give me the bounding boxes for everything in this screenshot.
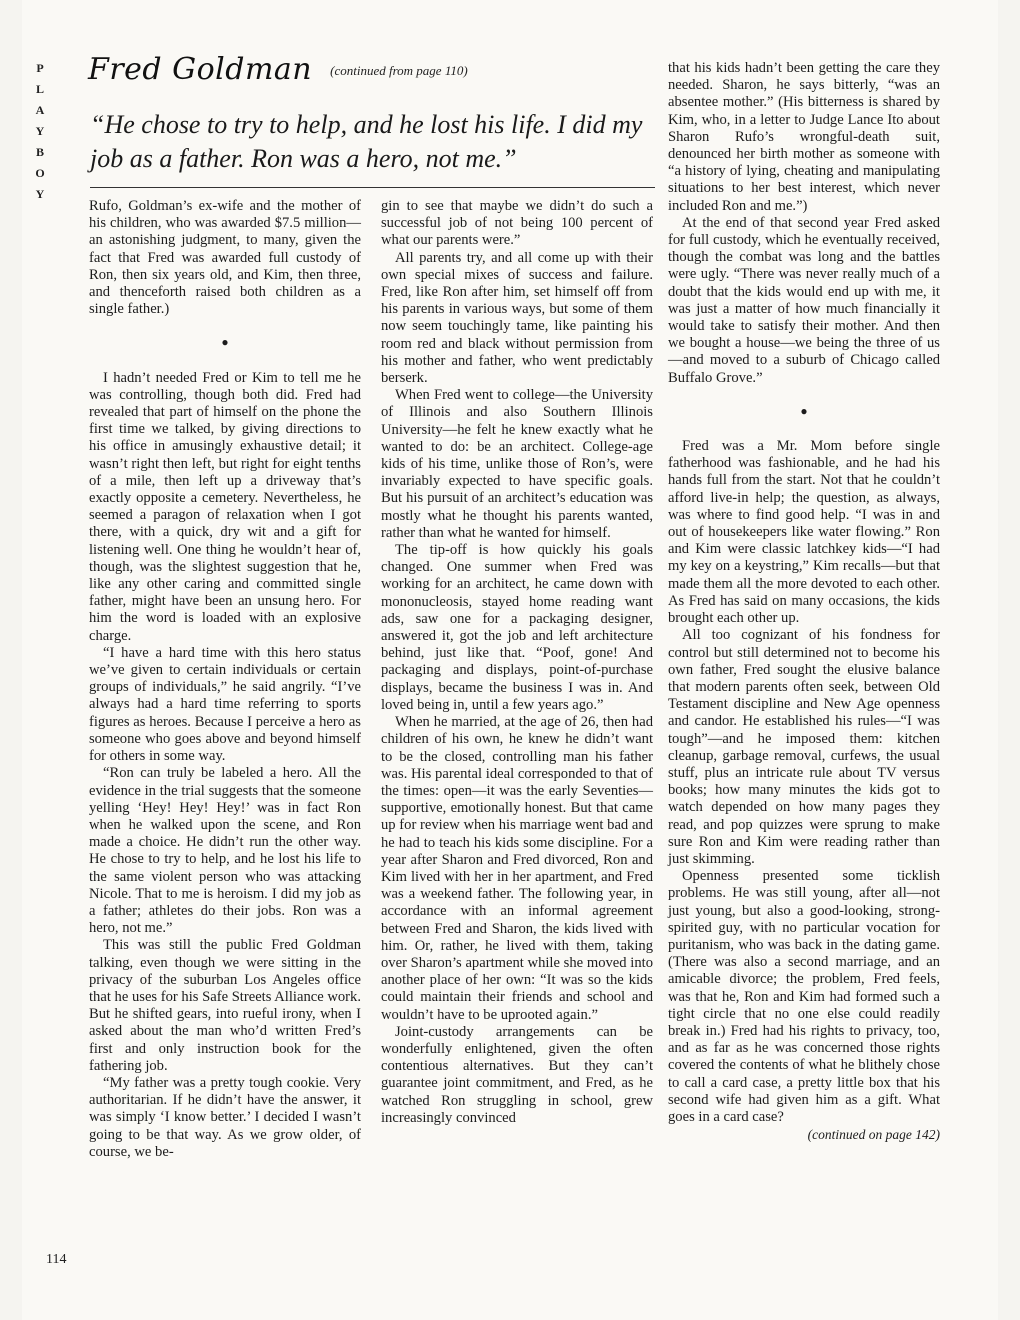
article-header (88, 52, 648, 92)
spine-letter: A (35, 103, 45, 117)
text-column-3 (668, 60, 940, 1143)
section-bullet: ● (800, 403, 808, 418)
spine-letter: B (35, 145, 44, 159)
paragraph: All parents try, and all come up with their own special mixes of success and failure. Fred, like Ron after him, set himself off from his parents in various ways, but some of them now seem touchingly tame, like painting his room red and black without permission from his mother and father, who went predictably berserk. (381, 249, 653, 387)
paragraph: Fred was a Mr. Mom before single fatherhood was fashionable, and he had his hands full from the start. Not that he couldn’t afford live-in help; the question, as always, was where to find good help. “I was in and out of housekeepers like water flowing.” Ron and Kim were classic latchkey kids—“I had my key on a keystring,” Kim recalls—but that made them all the more devoted to each other. As Fred has said on many occasions, the kids brought each other up. (668, 438, 940, 627)
paragraph: Openness presented some ticklish problems. He was still young, after all—not just young, but also a good-looking, strong-spirited guy, with no particular vocation for puritanism, who was back in the dating game. (There was also a second marriage, and an amicable divorce; the problem, Fred feels, was that he, Ron and Kim had formed such a tight circle that no one else could readily break in.) Fred had his rights to privacy, too, and as far as he was concerned those rights covered the contents of what he blithely chose to call a card case, a pretty little box that his second wife had given him as a gift. What goes in a card case? (668, 868, 940, 1125)
spine-letter: L (35, 82, 44, 96)
spine-letter: Y (35, 124, 45, 138)
page-number: 114 (46, 1252, 67, 1267)
section-bullet: ● (221, 335, 229, 350)
paragraph: Joint-custody arrangements can be wonderfully enlightened, given the often contentious alternatives. But they can’t guarantee joint commitment, and Fred, as he watched Ron struggling in school, grew increasingly convinced (381, 1023, 653, 1126)
paragraph: Rufo, Goldman’s ex-wife and the mother of his children, who was awarded $7.5 million—an astonishing judgment, to many, given the fact that Fred was awarded full custody of Ron, then six years old, and Kim, then three, and thenceforth raised both children as a single father.) (89, 198, 361, 318)
paragraph: gin to see that maybe we didn’t do such a successful job of not being 100 percent of what our parents were.” (381, 198, 653, 249)
pull-quote: “He chose to try to help, and he lost his life. I did my job as a father. Ron was a hero, not me.” (90, 110, 643, 173)
paragraph: At the end of that second year Fred asked for full custody, which he eventually received, though the combat was long and the battles were ugly. “There was never really much of a doubt that the kids would end up with me, it was just a matter of how much financially it would take to satisfy their mother. And then we bought a house—we being the three of us—and moved to a suburb of Chicago called Buffalo Grove.” (668, 214, 940, 386)
text-column-2 (381, 198, 653, 1127)
paragraph: I hadn’t needed Fred or Kim to tell me he was controlling, though both did. Fred had revealed that part of himself on the phone the first time we talked, by giving directions to his office in amusingly exhaustive detail; it wasn’t right then left, but right for eight tenths of a mile, then left up a driveway that’s exactly opposite a cemetery. Nevertheless, he seemed a paragon of relaxation when I got there, with a quick, dry wit and a gift for listening well. One thing he wouldn’t hear of, though, was the slightest suggestion that he, like any other caring and committed single father, might have been an unsung hero. For him the word is loaded with an explosive charge. (89, 369, 361, 644)
paragraph: “I have a hard time with this hero status we’ve given to certain individuals or certain groups of individuals,” he said angrily. “I’ve always had a hard time referring to sports figures as heroes. Because I perceive a hero as someone who goes above and beyond himself for others in some way. (89, 644, 361, 765)
article-title: Fred Goldman (88, 52, 313, 87)
magazine-spine-label (30, 58, 50, 205)
spine-letter: Y (35, 187, 45, 201)
continued-from-note: (continued from page 110) (330, 63, 468, 78)
paragraph: The tip-off is how quickly his goals changed. One summer when Fred was working for an architect, he came down with mononucleosis, stayed home reading want ads, saw one for a packaging designer, answered it, got the job and left architecture behind, just like that. “Poof, gone! And packaging and displays, point-of-purchase displays, became the business I was in. And loved being in, until a few years ago.” (381, 542, 653, 713)
paragraph: All too cognizant of his fondness for control but still determined not to become his own father, Fred sought the elusive balance that modern parents often seek, between Old Testament discipline and New Age openness and candor. He established his rules—“I was tough”—and he imposed them: kitchen cleanup, garbage removal, curfews, the usual stuff, plus an intricate rule about TV versus books; how many minutes the kids got to watch depended on how many pages they read, and pop quizzes were sprung to make sure Ron and Kim were reading rather than just skimming. (668, 627, 940, 867)
paragraph: “My father was a pretty tough cookie. Very authoritarian. If he didn’t have the answer, it was simply ‘I know better.’ I decided I wasn’t going to be that way. As we grow older, of course, we be- (89, 1074, 361, 1160)
text-column-1 (89, 198, 361, 1161)
spine-letter: O (35, 166, 45, 180)
pull-quote-rule (90, 187, 655, 188)
paragraph: that his kids hadn’t been getting the care they needed. Sharon, he says bitterly, “was an absentee mother.” (His bitterness is shared by Kim, who, in a letter to Judge Lance Ito about Sharon Rufo’s wrongful-death suit, denounced her birth mother as someone with “a history of lying, cheating and manipulating situations to her best interest, which never included Ron and me.”) (668, 60, 940, 214)
paragraph: This was still the public Fred Goldman talking, even though we were sitting in the privacy of the suburban Los Angeles office that he uses for his Safe Streets Alliance work. But he shifted gears, into rueful irony, when I asked about the man who’d written Fred’s first and only instruction book for the fathering job. (89, 937, 361, 1074)
spine-letter: P (36, 61, 44, 75)
continued-on-note: (continued on page 142) (807, 1127, 940, 1143)
paragraph: When Fred went to college—the University of Illinois and also Southern Illinois University—he felt he knew exactly what he wanted to do: be an architect. College-age kids of his time, unlike those of Ron’s, were invariably expected to have specific goals. But his pursuit of an architect’s education was mostly what he thought his parents wanted, rather than what he wanted for himself. (381, 387, 653, 541)
paragraph: When he married, at the age of 26, then had children of his own, he knew he didn’t want to be the closed, controlling man his father was. His parental ideal corresponded to that of the times: open—it was the early Seventies—supportive, emotionally honest. But that came up for review when his marriage went bad and he had to teach his kids some discipline. For a year after Sharon and Fred divorced, Ron and Kim lived with her in her apartment, and Fred was a weekend father. The following year, in accordance with an informal agreement between Fred and Sharon, the kids lived with him. Or, rather, he lived with them, taking over Sharon’s apartment while she moved into another place of her own: “It was so the kids could maintain their friends and school and wouldn’t have to be uprooted again.” (381, 714, 653, 1023)
paragraph: “Ron can truly be labeled a hero. All the evidence in the trial suggests that the someone yelling ‘Hey! Hey! Hey!’ was in fact Ron when he walked upon the scene, and Ron made a choice. He didn’t run the other way. He chose to try to help, and he lost his life to the same violent person who was attacking Nicole. That to me is heroism. I did my job as a father; athletes do their jobs. Ron was a hero, not me.” (89, 765, 361, 937)
